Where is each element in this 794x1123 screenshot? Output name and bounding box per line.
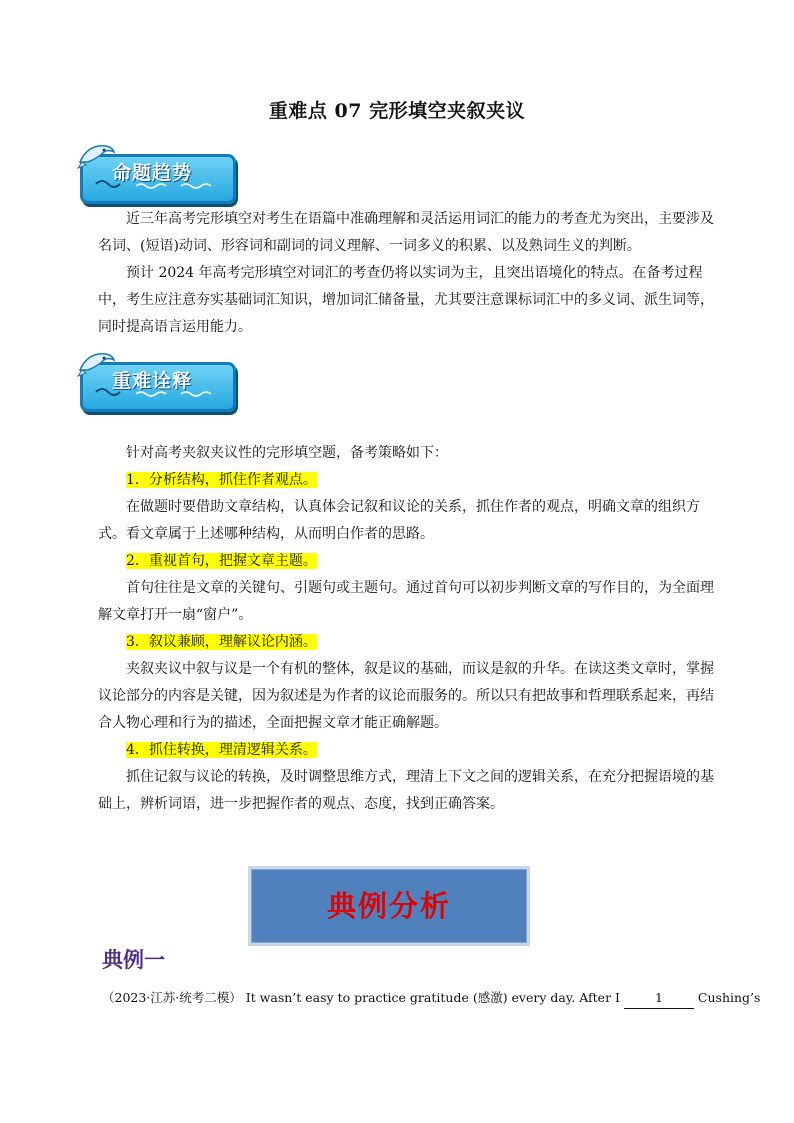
paragraph: 预计 2024 年高考完形填空对词汇的考查仍将以实词为主，且突出语境化的特点。在备考过程中，考生应注意夯实基础词汇知识，增加词汇储备量，尤其要注意课标词汇中的多义词、派生词等，同时提高语言运用能力。	[98, 265, 714, 335]
strategy-body: 抓住记叙与议论的转换，及时调整思维方式，理清上下文之间的逻辑关系，在充分把握语境的基础上，辨析词语，进一步把握作者的观点、态度，找到正确答案。	[98, 769, 714, 812]
section-trend-text	[98, 206, 724, 341]
badge-label: 重难诠释	[112, 370, 193, 392]
example-question-line	[102, 988, 761, 1009]
question-text: It wasn’t easy to practice gratitude (感激) every day. After I	[245, 990, 620, 1005]
strategy-body: 在做题时要借助文章结构，认真体会记叙和议论的关系，抓住作者的观点，明确文章的组织方式。看文章属于上述哪种结构，从而明白作者的思路。	[98, 499, 700, 542]
section-badge-explanation	[76, 352, 232, 414]
question-text-continued: Cushing’s	[697, 990, 761, 1005]
section-strategy-text	[98, 440, 724, 818]
strategy-heading	[98, 548, 724, 575]
strategy-intro: 针对高考夹叙夹议性的完形填空题，备考策略如下：	[126, 445, 448, 461]
example-box-label: 典例分析	[326, 889, 451, 923]
strategy-heading	[98, 629, 724, 656]
page-title: 重难点 07 完形填空夹叙夹议	[268, 100, 526, 122]
dolphin-icon	[76, 348, 116, 380]
highlighted-heading: 4．抓住转换，理清逻辑关系。	[126, 742, 317, 758]
answer-blank[interactable]: 1	[624, 988, 694, 1009]
highlighted-heading: 1．分析结构，抓住作者观点。	[126, 472, 317, 488]
strategy-body: 夹叙夹议中叙与议是一个有机的整体，叙是议的基础，而议是叙的升华。在读这类文章时，掌握议论部分的内容是关键，因为叙述是为作者的议论而服务的。所以只有把故事和哲理联系起来，再结合人物心理和行为的描述，全面把握文章才能正确解题。	[98, 661, 714, 731]
dolphin-icon	[76, 140, 116, 172]
section-badge-trend	[76, 144, 232, 206]
strategy-heading	[98, 737, 724, 764]
paragraph: 近三年高考完形填空对考生在语篇中准确理解和灵活运用词汇的能力的考查尤为突出，主要涉及名词、(短语)动词、形容词和副词的词义理解、一词多义的积累、以及熟词生义的判断。	[98, 211, 714, 254]
example-analysis-box	[248, 866, 530, 946]
example-heading: 典例一	[102, 947, 165, 972]
highlighted-heading: 2．重视首句，把握文章主题。	[126, 553, 317, 569]
highlighted-heading: 3．叙议兼顾，理解议论内涵。	[126, 634, 317, 650]
strategy-body: 首句往往是文章的关键句、引题句或主题句。通过首句可以初步判断文章的写作目的，为全面理解文章打开一扇“窗户”。	[98, 580, 714, 623]
badge-label: 命题趋势	[112, 162, 193, 184]
strategy-heading	[98, 467, 724, 494]
question-source: （2023·江苏·统考二模）	[102, 990, 242, 1005]
